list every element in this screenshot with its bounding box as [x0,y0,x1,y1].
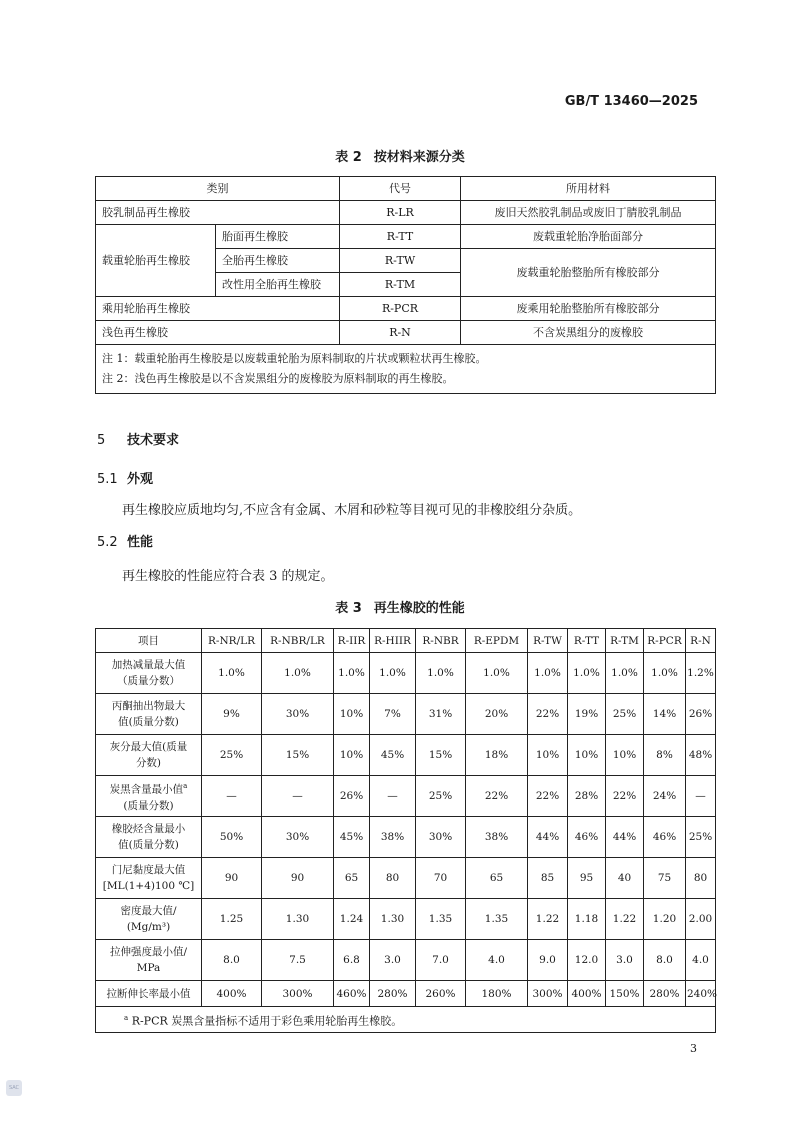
watermark-logo-icon: SAC [6,1080,22,1096]
property-name-line: 炭黑含量最小值 [109,783,184,796]
value-cell: 280% [370,981,416,1007]
value-cell: 19% [568,694,606,735]
value-cell: 95 [568,858,606,899]
code-cell: R-N [340,321,461,345]
value-cell: 1.35 [466,899,528,940]
property-name-line: [ML(1+4)100 ℃] [102,880,195,892]
value-cell: 9.0 [528,940,568,981]
value-cell: 1.0% [416,653,466,694]
property-name-line: 门尼黏度最大值 [111,864,186,876]
value-cell: 1.0% [370,653,416,694]
code-cell: R-PCR [340,297,461,321]
category-cell: 乘用轮胎再生橡胶 [96,297,340,321]
value-cell: 300% [262,981,334,1007]
value-cell: 15% [416,735,466,776]
value-cell: 25% [202,735,262,776]
table3-properties [95,628,716,1033]
property-name-cell [96,653,202,694]
value-cell: 1.0% [466,653,528,694]
property-name-line: 丙酮抽出物最大 [111,700,186,712]
table2-notes [96,345,716,394]
property-name-line: 加热减量最大值 [111,659,186,671]
footnote-mark: a [124,1013,129,1022]
header-cell: R-HIIR [370,629,416,653]
property-name-line: 密度最大值/ [120,905,177,917]
table-row [96,940,716,981]
value-cell: 48% [686,735,716,776]
value-cell: — [202,776,262,817]
value-cell: 1.22 [606,899,644,940]
table2-caption [0,146,800,165]
section-number: 5.1 [97,472,118,487]
value-cell: 4.0 [466,940,528,981]
value-cell: 1.30 [370,899,416,940]
table3-number: 表 3 [335,601,362,616]
value-cell: 1.30 [262,899,334,940]
value-cell: 40 [606,858,644,899]
value-cell: 1.0% [202,653,262,694]
value-cell: 10% [568,735,606,776]
table-row [96,653,716,694]
table2-note-2: 注 2：浅色再生橡胶是以不含炭黑组分的废橡胶为原料制取的再生橡胶。 [102,372,454,385]
section-title: 技术要求 [127,433,180,448]
table-row [96,225,716,249]
value-cell: 30% [262,817,334,858]
table2-note-1: 注 1：载重轮胎再生橡胶是以废载重轮胎为原料制取的片状或颗粒状再生橡胶。 [102,352,487,365]
table3-caption [0,597,800,616]
table2-header-row [96,177,716,201]
value-cell: 65 [334,858,370,899]
section-5-heading [97,429,179,448]
value-cell: 240% [686,981,716,1007]
value-cell: 44% [528,817,568,858]
property-name-cell [96,694,202,735]
value-cell: 46% [568,817,606,858]
property-name-line: （质量分数） [117,675,180,687]
table-row [96,776,716,817]
material-cell: 不含炭黑组分的废橡胶 [461,321,716,345]
value-cell: 85 [528,858,568,899]
value-cell: 24% [644,776,686,817]
header-cell: R-TW [528,629,568,653]
header-cell: R-TM [606,629,644,653]
value-cell: 260% [416,981,466,1007]
value-cell: 30% [262,694,334,735]
value-cell: 1.0% [262,653,334,694]
page-number: 3 [690,1042,697,1055]
value-cell: 1.2% [686,653,716,694]
value-cell: 38% [370,817,416,858]
value-cell: 22% [466,776,528,817]
value-cell: 10% [334,694,370,735]
value-cell: 14% [644,694,686,735]
table2-notes-row [96,345,716,394]
code-cell: R-TM [340,273,461,297]
value-cell: 9% [202,694,262,735]
property-name-line: 灰分最大值(质量 [109,741,188,753]
header-cell: R-NBR [416,629,466,653]
header-cell: R-EPDM [466,629,528,653]
table2-header-material: 所用材料 [461,177,716,201]
table2-number: 表 2 [335,150,362,165]
value-cell: 10% [334,735,370,776]
table-row [96,735,716,776]
value-cell: 150% [606,981,644,1007]
value-cell: 50% [202,817,262,858]
value-cell: 22% [528,776,568,817]
value-cell: 26% [686,694,716,735]
value-cell: 1.35 [416,899,466,940]
value-cell: 25% [606,694,644,735]
section-number: 5.2 [97,535,118,550]
table-row [96,297,716,321]
value-cell: 400% [568,981,606,1007]
section-5-2-heading [97,531,153,550]
value-cell: 80 [686,858,716,899]
table2-header-category: 类别 [96,177,340,201]
code-cell: R-LR [340,201,461,225]
standard-code: GB/T 13460—2025 [564,94,698,109]
table3-title: 再生橡胶的性能 [373,601,465,616]
value-cell: 28% [568,776,606,817]
value-cell: 280% [644,981,686,1007]
value-cell: 70 [416,858,466,899]
property-name-cell [96,776,202,817]
subcategory-cell: 胎面再生橡胶 [216,225,340,249]
value-cell: 26% [334,776,370,817]
table2-header-code: 代号 [340,177,461,201]
value-cell: 3.0 [606,940,644,981]
value-cell: 20% [466,694,528,735]
property-name-line: 值(质量分数) [118,716,179,728]
value-cell: 75 [644,858,686,899]
table-row [96,858,716,899]
value-cell: 300% [528,981,568,1007]
material-cell: 废乘用轮胎整胎所有橡胶部分 [461,297,716,321]
value-cell: 6.8 [334,940,370,981]
code-cell: R-TT [340,225,461,249]
header-cell: R-NR/LR [202,629,262,653]
value-cell: 1.0% [528,653,568,694]
table3-header-row [96,629,716,653]
property-name-line: 分数) [135,757,162,769]
property-name-line: MPa [136,962,161,974]
value-cell: 31% [416,694,466,735]
footnote-mark: a [183,782,188,791]
value-cell: 460% [334,981,370,1007]
table2-material-source [95,176,716,394]
material-cell: 废载重轮胎净胎面部分 [461,225,716,249]
value-cell: 4.0 [686,940,716,981]
value-cell: 65 [466,858,528,899]
subcategory-cell: 改性用全胎再生橡胶 [216,273,340,297]
header-cell: R-N [686,629,716,653]
section-number: 5 [97,433,106,448]
value-cell: 1.0% [606,653,644,694]
value-cell: 1.0% [334,653,370,694]
value-cell: 180% [466,981,528,1007]
section-5-1-text: 再生橡胶应质地均匀,不应含有金属、木屑和砂粒等目视可见的非橡胶组分杂质。 [122,503,582,518]
value-cell: 1.24 [334,899,370,940]
header-cell: 项目 [96,629,202,653]
value-cell: 7.5 [262,940,334,981]
value-cell: 30% [416,817,466,858]
value-cell: 1.20 [644,899,686,940]
value-cell: 90 [262,858,334,899]
value-cell: 3.0 [370,940,416,981]
value-cell: 80 [370,858,416,899]
header-cell: R-TT [568,629,606,653]
value-cell: 2.00 [686,899,716,940]
value-cell: 46% [644,817,686,858]
property-name-cell [96,858,202,899]
value-cell: 400% [202,981,262,1007]
value-cell: 1.0% [568,653,606,694]
value-cell: 22% [528,694,568,735]
value-cell: 1.0% [644,653,686,694]
table-row [96,694,716,735]
property-name-cell [96,981,202,1007]
subcategory-cell: 全胎再生橡胶 [216,249,340,273]
table3-footnote [96,1007,716,1033]
header-cell: R-PCR [644,629,686,653]
material-cell: 废旧天然胶乳制品或废旧丁腈胶乳制品 [461,201,716,225]
value-cell: 8% [644,735,686,776]
header-cell: R-IIR [334,629,370,653]
property-name-cell [96,735,202,776]
footnote-text: R-PCR 炭黑含量指标不适用于彩色乘用轮胎再生橡胶。 [131,1014,403,1028]
table3-footnote-row [96,1007,716,1033]
value-cell: 22% [606,776,644,817]
code-cell: R-TW [340,249,461,273]
property-name-cell [96,899,202,940]
value-cell: 90 [202,858,262,899]
value-cell: 25% [686,817,716,858]
table-row [96,817,716,858]
material-cell: 废载重轮胎整胎所有橡胶部分 [461,249,716,297]
section-5-2-text: 再生橡胶的性能应符合表 3 的规定。 [122,569,334,584]
table-row [96,899,716,940]
value-cell: 1.22 [528,899,568,940]
section-5-1-heading [97,468,153,487]
section-title: 性能 [127,535,154,550]
value-cell: 7.0 [416,940,466,981]
value-cell: — [370,776,416,817]
property-name-line: 橡胶烃含量最小 [111,823,186,835]
category-cell: 浅色再生橡胶 [96,321,340,345]
table2-title: 按材料来源分类 [373,150,465,165]
property-name-line: 值(质量分数) [118,839,179,851]
section-title: 外观 [127,472,154,487]
value-cell: 1.25 [202,899,262,940]
value-cell: 8.0 [644,940,686,981]
property-name-line: 拉伸强度最小值/ [109,946,188,958]
value-cell: 25% [416,776,466,817]
value-cell: 38% [466,817,528,858]
property-name-line: (Mg/m³) [126,921,171,933]
table-row [96,201,716,225]
value-cell: 8.0 [202,940,262,981]
property-name-line: (质量分数) [123,799,174,812]
value-cell: 7% [370,694,416,735]
value-cell: 45% [334,817,370,858]
header-cell: R-NBR/LR [262,629,334,653]
property-name-cell [96,817,202,858]
value-cell: 44% [606,817,644,858]
table-row [96,981,716,1007]
value-cell: — [686,776,716,817]
table-row [96,321,716,345]
value-cell: 1.18 [568,899,606,940]
value-cell: 10% [606,735,644,776]
value-cell: 18% [466,735,528,776]
category-cell: 载重轮胎再生橡胶 [96,225,216,297]
property-name-line: 拉断伸长率最小值 [106,987,191,1000]
value-cell: — [262,776,334,817]
value-cell: 45% [370,735,416,776]
value-cell: 10% [528,735,568,776]
value-cell: 12.0 [568,940,606,981]
property-name-cell [96,940,202,981]
value-cell: 15% [262,735,334,776]
category-cell: 胶乳制品再生橡胶 [96,201,340,225]
